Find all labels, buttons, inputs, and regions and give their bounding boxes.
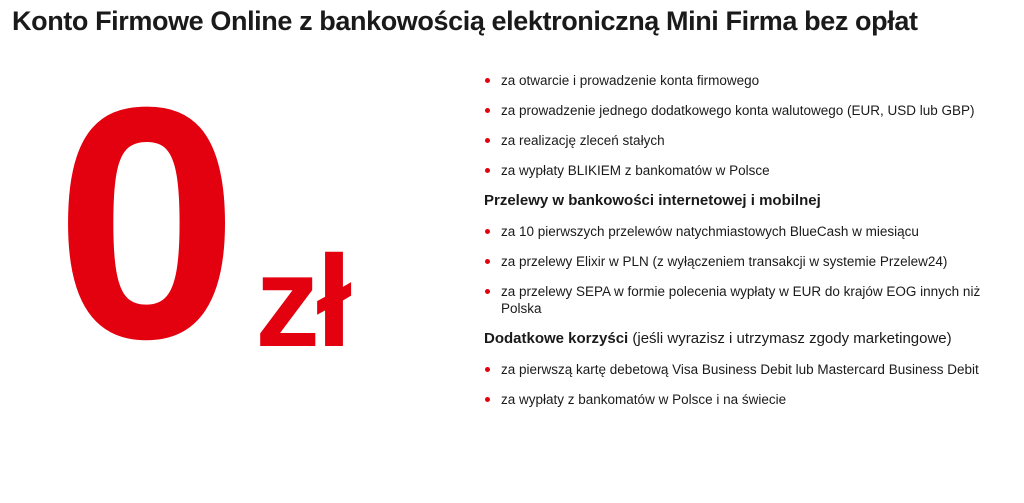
fees-list xyxy=(484,72,984,179)
bullet-icon xyxy=(485,259,490,264)
price-amount: 0 xyxy=(55,38,231,407)
bullet-icon xyxy=(485,289,490,294)
list-item: za otwarcie i prowadzenie konta firmowego xyxy=(484,72,984,89)
list-item: za pierwszą kartę debetową Visa Business Debit lub Mastercard Business Debit xyxy=(484,361,984,378)
list-item: za wypłaty z bankomatów w Polsce i na świecie xyxy=(484,391,984,408)
list-item: za realizację zleceń stałych xyxy=(484,132,984,149)
page-title: Konto Firmowe Online z bankowością elektroniczną Mini Firma bez opłat xyxy=(12,6,918,36)
extras-heading-note: (jeśli wyrazisz i utrzymasz zgody marketingowe) xyxy=(628,330,952,347)
benefits-panel xyxy=(484,72,984,421)
extras-list xyxy=(484,361,984,408)
extras-heading-title: Dodatkowe korzyści xyxy=(484,330,629,347)
bullet-icon xyxy=(485,397,490,402)
price-currency: zł xyxy=(255,228,349,374)
bullet-icon xyxy=(485,108,490,113)
extras-heading xyxy=(484,330,984,348)
list-item: za wypłaty BLIKIEM z bankomatów w Polsce xyxy=(484,162,984,179)
list-item: za przelewy SEPA w formie polecenia wypłaty w EUR do krajów EOG innych niż Polska xyxy=(484,283,984,317)
price-display xyxy=(55,38,415,407)
list-item: za prowadzenie jednego dodatkowego konta walutowego (EUR, USD lub GBP) xyxy=(484,102,984,119)
bullet-icon xyxy=(485,229,490,234)
transfers-list xyxy=(484,223,984,317)
bullet-icon xyxy=(485,78,490,83)
bullet-icon xyxy=(485,367,490,372)
list-item: za 10 pierwszych przelewów natychmiastowych BlueCash w miesiącu xyxy=(484,223,984,240)
list-item: za przelewy Elixir w PLN (z wyłączeniem transakcji w systemie Przelew24) xyxy=(484,253,984,270)
bullet-icon xyxy=(485,168,490,173)
transfers-heading: Przelewy w bankowości internetowej i mobilnej xyxy=(484,192,821,209)
bullet-icon xyxy=(485,138,490,143)
